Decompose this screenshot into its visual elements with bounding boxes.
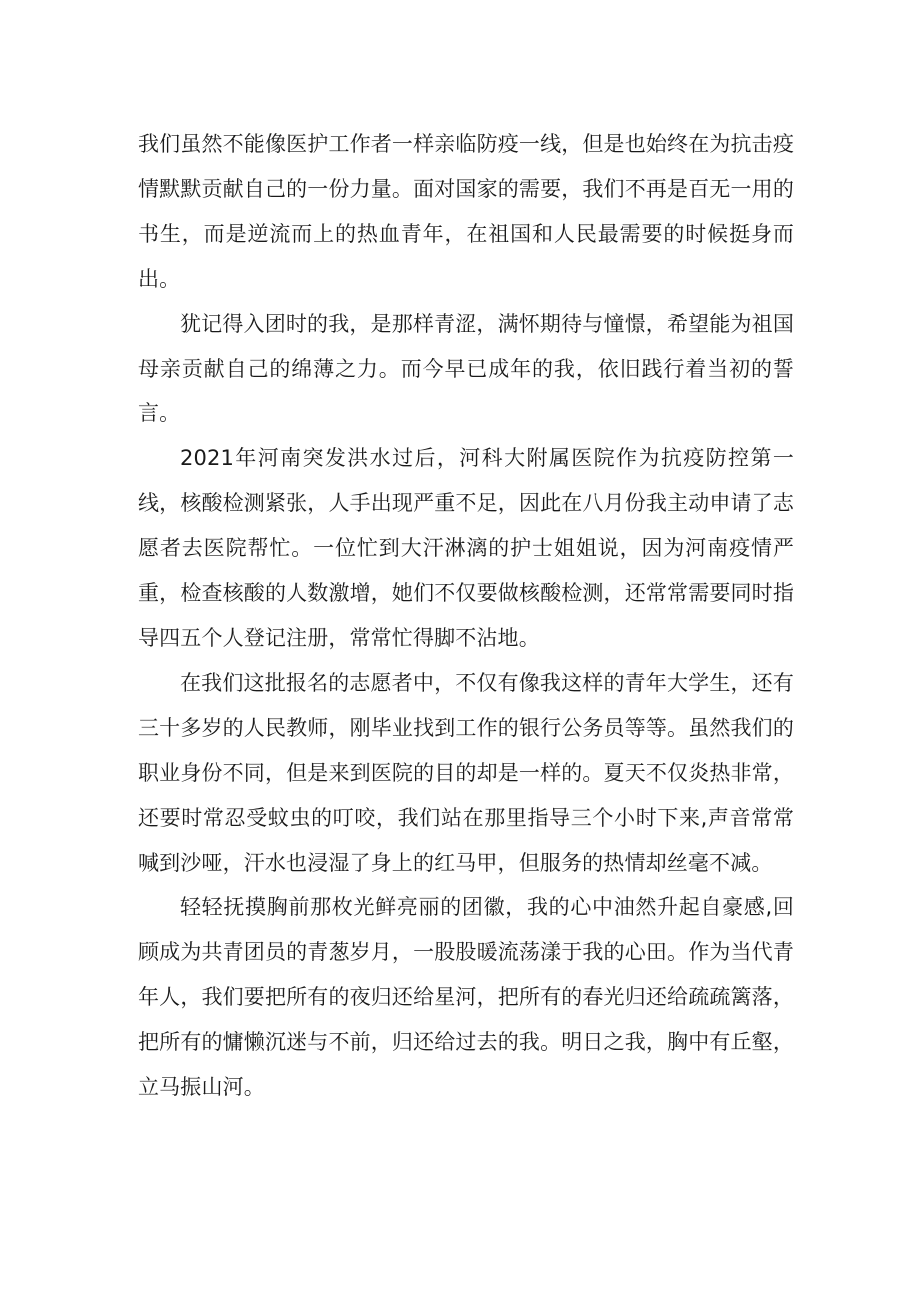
paragraph-5: 轻轻抚摸胸前那枚光鲜亮丽的团徽，我的心中油然升起自豪感,回顾成为共青团员的青葱岁月，一股股暖流荡漾于我的心田。作为当代青年人，我们要把所有的夜归还给星河，把所有的春光归还给疏疏篱落，把所有的慵懒沉迷与不前，归还给过去的我。明日之我，胸中有丘壑，立马振山河。 bbox=[138, 895, 794, 1100]
paragraph-1: 我们虽然不能像医护工作者一样亲临防疫一线，但是也始终在为抗击疫情默默贡献自己的一份力量。面对国家的需要，我们不再是百无一用的书生，而是逆流而上的热血青年，在祖国和人民最需要的时候挺身而出。 bbox=[138, 132, 794, 291]
paragraph-3: 2021年河南突发洪水过后，河科大附属医院作为抗疫防控第一线，核酸检测紧张，人手出现严重不足，因此在八月份我主动申请了志愿者去医院帮忙。一位忙到大汗淋漓的护士姐姐说，因为河南疫情严重，检查核酸的人数激增，她们不仅要做核酸检测，还常常需要同时指导四五个人登记注册，常常忙得脚不沾地。 bbox=[138, 446, 794, 650]
paragraph-2: 犹记得入团时的我，是那样青涩，满怀期待与憧憬，希望能为祖国母亲贡献自己的绵薄之力。而今早已成年的我，依旧践行着当初的誓言。 bbox=[138, 311, 794, 426]
document-body bbox=[138, 122, 794, 1110]
paragraph-4: 在我们这批报名的志愿者中，不仅有像我这样的青年大学生，还有三十多岁的人民教师，刚毕业找到工作的银行公务员等等。虽然我们的职业身份不同，但是来到医院的目的却是一样的。夏天不仅炎热非常，还要时常忍受蚊虫的叮咬，我们站在那里指导三个小时下来,声音常常喊到沙哑，汗水也浸湿了身上的红马甲，但服务的热情却丝毫不减。 bbox=[138, 670, 794, 875]
